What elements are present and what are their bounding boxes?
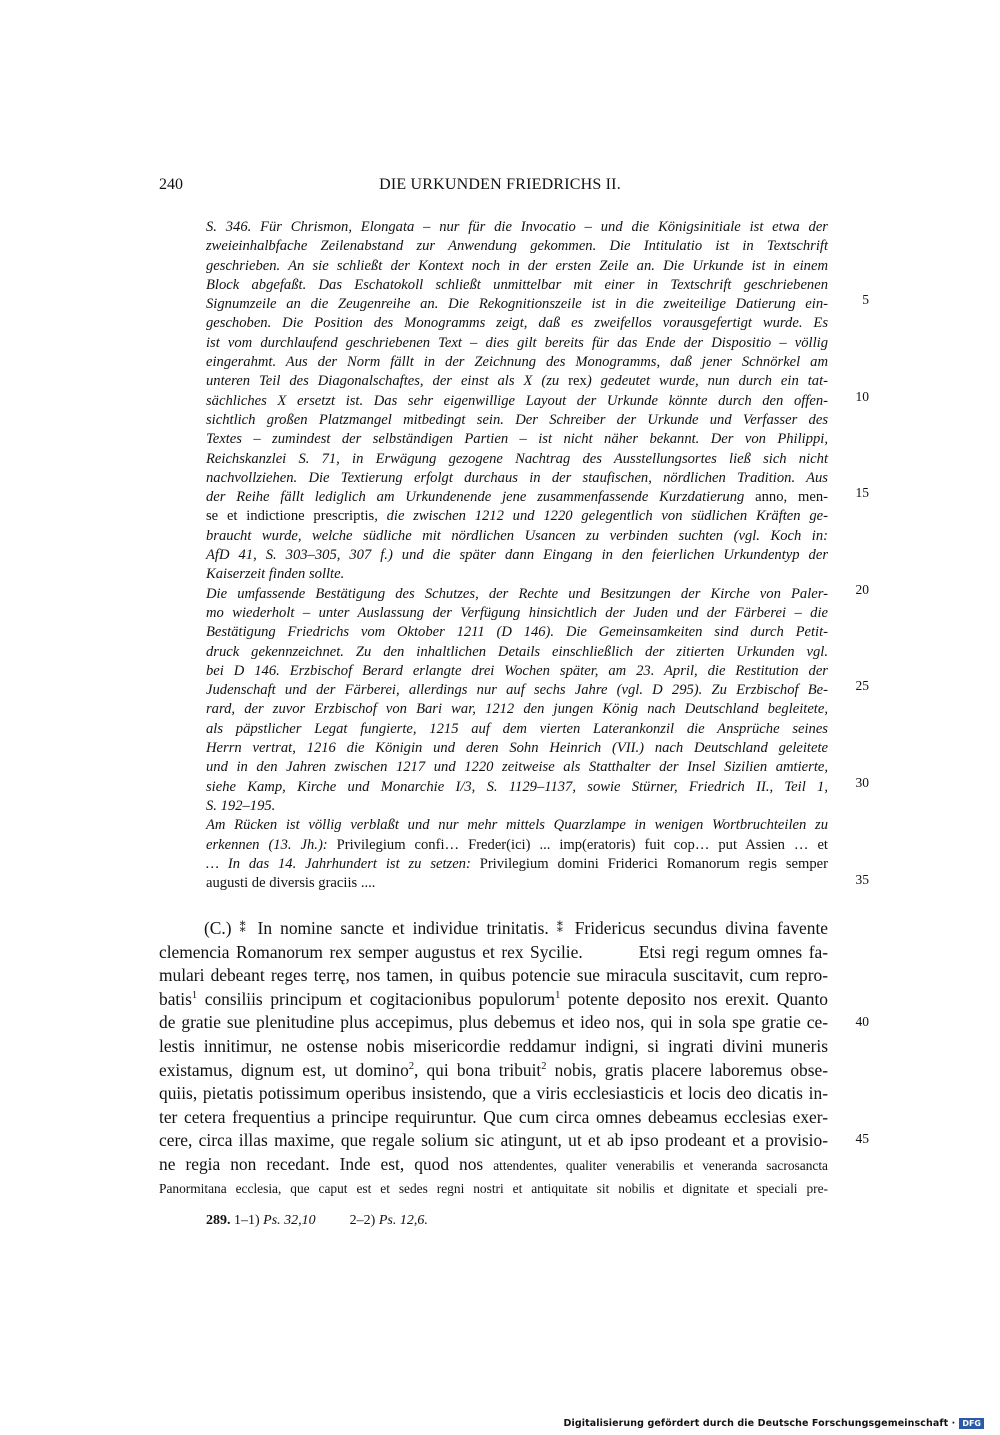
commentary-line: ist vom durchlaufend geschriebenen Text – dies gilt bereits für das Ende der Dispositio – völlig [206,334,828,351]
charter-text: consiliis principum et cogitacionibus populorum [197,988,556,1009]
commentary-line: und in den Jahren zwischen 1217 und 1220 zeitweise als Statthalter der Insel Sizilien amtierte, [206,759,828,776]
charter-text: nobis, gratis placere laboremus obse- [546,1059,828,1080]
funding-notice [564,1418,984,1429]
line-number: 5 [862,292,869,307]
charter-line: Panormitana ecclesia, que caput est et sedes regni nostri et antiquitate sit nobilis et dignitate et speciali pre- [159,1180,828,1196]
charter-line: mulari debeant reges terrę, nos tamen, in quibus potencie sue miracula suscitavit, cum repro- [159,965,828,986]
charter-line [159,941,828,965]
charter-text: In nomine sancte et individue trinitatis. [249,918,557,938]
intitulatio-sign-icon: ⁑ [556,921,567,935]
commentary-line: eingerahmt. Aus der Norm fällt in der Zeichnung des Monogramms, daß jener Schnörkel am [206,354,828,371]
commentary-line: Judenschaft und der Färberei, allerdings nur auf sechs Jahre (vgl. D 295). Zu Erzbischof Be- [206,682,828,699]
footnote-marker: 1 [555,989,561,1001]
commentary-line: Kaiserzeit finden sollte. [206,566,345,583]
commentary-line: AfD 41, S. 303–305, 307 f.) und die später dann Eingang in den feierlichen Urkundentyp der [206,547,828,564]
commentary-line: zweieinhalbfache Zeilenabstand zur Anwendung gekommen. Die Intitulatio ist in Textschrift [206,238,828,255]
commentary-line: Signumzeile an die Zeugenreihe an. Die Rekognitionszeile ist in die zweiteilige Datierung ein- [206,296,828,313]
footnote-marker: 1 [191,989,198,1001]
line-number: 30 [855,775,869,790]
charter-line: lestis innitimur, ne ostense nobis misericordie reddamur indigni, si ingrati divini muneris [159,1035,828,1056]
footnote-text: Ps. 32,10 [263,1213,316,1228]
charter-line [159,988,828,1012]
commentary-upright-quote: Privilegium domini Friderici Romanorum regis semper [479,855,828,872]
line-number: 25 [855,678,869,693]
charter-text-block [159,917,828,1200]
charter-line: quiis, pietatis potissimum operibus insistendo, que a viris ecclesiasticis et locis deo dicatis in- [159,1083,828,1104]
commentary-line: sichtlich großen Platzmangel mitbedingt sein. Der Schreiber der Urkunde und Verfasser des [206,411,828,428]
charter-line: ter cetera frequentius a principe requiruntur. Que cum circa omnes debeamus ecclesias exer- [159,1106,828,1127]
footnote-marker: 2 [408,1060,415,1072]
charter-text: Fridericus secundus divina favente [566,918,828,938]
commentary-upright-quote: se et indictione prescriptis [206,508,375,525]
commentary-block [206,218,828,893]
commentary-line: braucht wurde, welche südliche mit nördlichen Usancen zu verbinden suchten (vgl. Koch in: [206,527,828,544]
commentary-upright-quote: anno, men- [755,489,828,506]
commentary-text: ) gedeutet wurde, nun durch ein tat- [586,373,828,390]
commentary-line: siehe Kamp, Kirche und Monarchie I/3, S. 1129–1137, sowie Stürner, Friedrich II., Teil 1, [206,778,828,795]
commentary-line [206,836,828,855]
commentary-line: Die umfassende Bestätigung des Schutzes, der Rechte und Besitzungen der Kirche von Paler- [206,585,828,602]
commentary-text: unteren Teil des Diagonalschaftes, der einst als X (zu [206,373,569,390]
line-number: 10 [855,389,869,404]
charter-text: Etsi regi regum omnes fa- [638,941,828,962]
commentary-line [206,507,828,526]
commentary-line: geschoben. Die Position des Monogramms zeigt, daß es zweifellos vorausgefertigt wurde. Es [206,315,828,332]
commentary-line: Herrn vertrat, 1216 die Königin und deren Sohn Heinrich (VII.) nach Deutschland geleitete [206,740,828,757]
commentary-line: augusti de diversis graciis .... [206,875,376,892]
commentary-line: als päpstlicher Legat fungierte, 1215 auf dem vierten Laterankonzil die Ansprüche seines [206,720,828,737]
page-number: 240 [159,176,183,193]
commentary-line: druck gekennzeichnet. Zu den inhaltlichen Details einschließlich der zitierten Urkunden vgl. [206,643,828,660]
line-number: 45 [855,1131,869,1146]
commentary-line: Block abgefaßt. Das Eschatokoll schließt unmittelbar mit einer in Textschrift geschriebenen [206,276,828,293]
line-number: 15 [855,485,869,500]
funding-text: Digitalisierung gefördert durch die Deutsche Forschungsgemeinschaft · [563,1418,956,1429]
running-title: DIE URKUNDEN FRIEDRICHS II. [379,176,621,193]
charter-text: , qui bona tribuit [414,1059,542,1080]
charter-line [159,1153,828,1177]
commentary-line: mo wiederholt – unter Auslassung der Verfügung hinsichtlich der Juden und der Färberei – die [206,604,828,621]
invocation-sign-icon: ⁑ [239,921,250,935]
commentary-text: … In das 14. Jahrhundert ist zu setzen: [206,855,480,872]
charter-line [159,1059,828,1083]
commentary-line: Reichskanzlei S. 71, in Erwägung gezogene Nachtrag des Ausstellungsortes ließ sich nicht [206,450,828,467]
commentary-line: bei D 146. Erzbischof Berard erlangte drei Wochen später, am 23. April, die Restitution der [206,662,828,679]
commentary-line: nachvollziehen. Die Textierung erfolgt durchaus in der staufischen, nördlichen Tradition. Aus [206,469,828,486]
commentary-text: , die zwischen 1212 und 1220 gelegentlich von südlichen Kräften ge- [374,508,828,525]
line-number: 35 [855,872,869,887]
commentary-line: Bestätigung Friedrichs vom Oktober 1211 (D 146). Die Gemeinsamkeiten sind durch Petit- [206,624,828,641]
charter-text: clemencia Romanorum rex semper augustus et rex Sycilie. [159,941,583,962]
commentary-text: der Reihe fällt lediglich am Urkundenende jene zusammenfassende Kurzdatierung [206,489,756,506]
footnote-ref: 2–2) [349,1213,376,1228]
commentary-line: geschrieben. An sie schließt der Kontext noch in der ersten Zeile an. Die Urkunde ist in einem [206,257,828,274]
commentary-line: S. 192–195. [206,797,276,814]
charter-line: cere, circa illas maxime, que regale solium sic atingunt, ut et ab ipso prodeant et a provisio- [159,1130,828,1151]
commentary-line: rard, der zuvor Erzbischof von Bari war, 1212 den jungen König nach Deutschland begleitete, [206,701,828,718]
charter-text: batis [159,988,192,1009]
charter-line [159,917,828,941]
charter-line: de gratie sue plenitudine plus accepimus, plus debemus et ideo nos, qui in sola spe gratie ce- [159,1012,828,1033]
line-number: 20 [855,582,869,597]
commentary-line [206,372,828,391]
charter-text: (C.) [204,918,240,938]
commentary-line: Textes – zumindest der selbständigen Partien – ist nicht näher bekannt. Der von Philippi, [206,431,828,448]
footnote-text: Ps. 12,6. [378,1213,428,1228]
document-number: 289. [206,1213,231,1228]
footnote-marker: 2 [541,1060,547,1072]
commentary-line [206,855,828,874]
footnotes [206,1213,428,1229]
dfg-logo: DFG [959,1418,984,1429]
commentary-line: Am Rücken ist völlig verblaßt und nur mehr mittels Quarzlampe in wenigen Wortbruchteilen zu [206,817,828,834]
charter-text: potente deposito nos erexit. Quanto [560,988,828,1009]
line-number: 40 [855,1014,869,1029]
commentary-line: sächliches X ersetzt ist. Das sehr eigenwillige Layout der Urkunde könnte durch den offen- [206,392,828,409]
footnote-ref: 1–1) [234,1213,260,1228]
commentary-upright-quote: Privilegium confi… Freder(ici) ... imp(eratoris) fuit cop… put Assien … et [336,836,828,853]
charter-text: existamus, dignum est, ut domino [159,1059,409,1080]
charter-petit-text: attendentes, qualiter venerabilis et veneranda sacrosancta [493,1157,828,1173]
commentary-upright-word: rex [568,373,587,390]
commentary-line [206,488,828,507]
charter-text: ne regia non recedant. Inde est, quod nos [159,1153,494,1174]
commentary-line: S. 346. Für Chrismon, Elongata – nur für die Invocatio – und die Königsinitiale ist etwa der [206,219,828,235]
commentary-text: erkennen (13. Jh.): [206,836,337,853]
